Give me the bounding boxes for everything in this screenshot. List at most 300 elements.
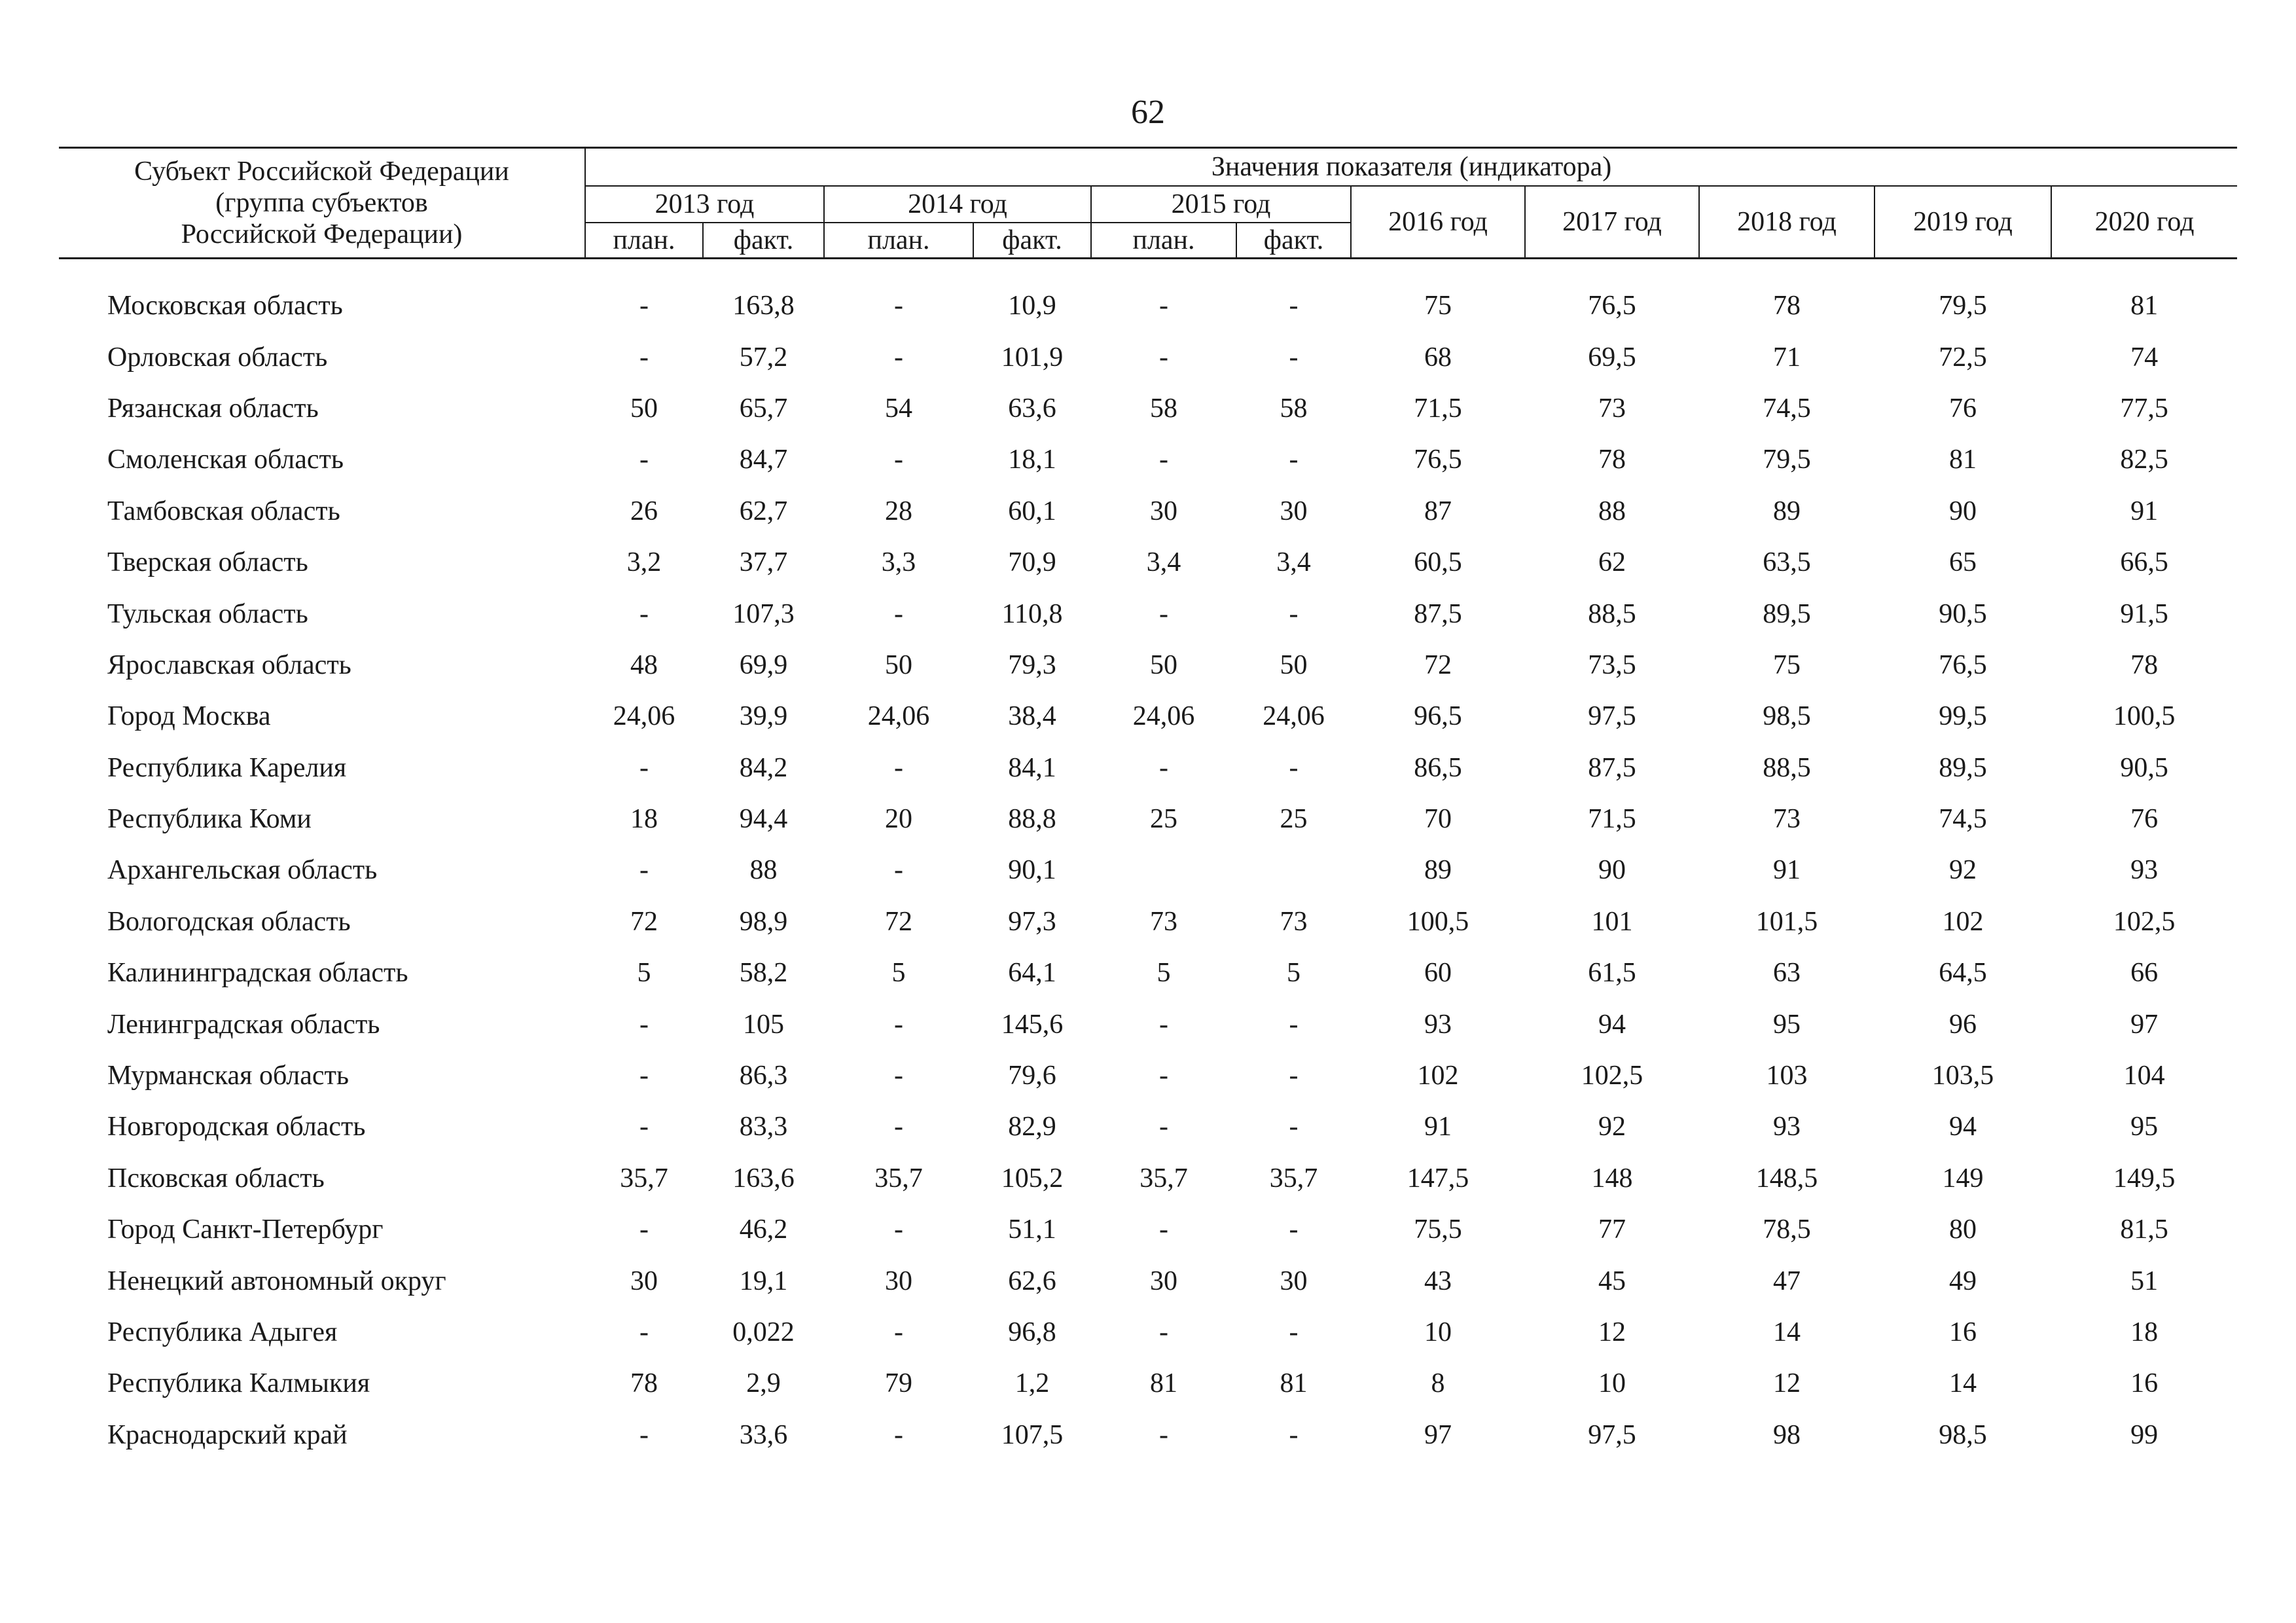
fact-2013-cell: 65,7 [739,393,788,424]
plan-2014-header: план. [824,223,973,259]
value-2016-cell: 87,5 [1414,598,1462,629]
value-2016-cell: 97 [1424,1419,1452,1450]
plan-2014-cell: - [894,1214,903,1245]
table-row [59,1410,2237,1461]
plan-2014-cell: - [894,855,903,886]
value-2016-cell: 89 [1424,855,1452,886]
value-2017-cell: 94 [1598,1009,1626,1040]
value-2018-cell: 71 [1773,342,1801,373]
fact-2014-cell: 64,1 [1008,958,1056,989]
value-2019-cell: 74,5 [1939,804,1987,835]
plan-2013-cell: 5 [637,958,651,989]
value-2019-cell: 72,5 [1939,342,1987,373]
plan-2015-cell: 30 [1150,1266,1177,1296]
fact-2015-cell: 25 [1280,804,1308,835]
value-2020-cell: 16 [2130,1368,2159,1399]
value-2018-cell: 47 [1773,1266,1801,1296]
value-2017-cell: 97,5 [1588,701,1636,732]
value-2016-cell: 102 [1417,1061,1459,1091]
table-row [59,742,2237,793]
plan-2014-cell: 72 [885,906,912,937]
plan-2015-cell: 73 [1150,906,1177,937]
fact-2015-cell: 50 [1280,649,1308,680]
fact-2014-cell: 79,3 [1008,649,1056,680]
subject-name-cell: Новгородская область [107,1112,366,1142]
subject-name-cell: Калининградская область [107,958,408,989]
plan-2015-cell: 58 [1150,393,1177,424]
fact-2015-cell: 30 [1280,1266,1308,1296]
subject-name-cell: Республика Адыгея [107,1317,338,1347]
value-2019-cell: 79,5 [1939,291,1987,321]
value-2017-cell: 88,5 [1588,598,1636,629]
value-2017-cell: 88 [1598,496,1626,526]
value-2020-cell: 93 [2130,855,2159,886]
table-header [59,148,2237,259]
plan-2015-cell: - [1159,1112,1168,1142]
plan-2013-cell: 72 [630,906,658,937]
fact-2014-cell: 107,5 [1001,1419,1064,1450]
fact-2014-cell: 105,2 [1001,1163,1064,1194]
value-2017-cell: 102,5 [1581,1061,1643,1091]
value-2020-cell: 91,5 [2120,598,2168,629]
value-2017-cell: 78 [1598,445,1626,475]
fact-2014-cell: 145,6 [1001,1009,1064,1040]
fact-2014-cell: 88,8 [1008,804,1056,835]
value-2017-cell: 45 [1598,1266,1626,1296]
year-2016-header: 2016 год [1351,186,1525,259]
fact-2015-cell: - [1289,342,1299,373]
fact-2013-cell: 69,9 [739,649,788,680]
subject-name-cell: Республика Коми [107,804,312,835]
fact-2015-cell: 81 [1280,1368,1308,1399]
value-2018-cell: 12 [1773,1368,1801,1399]
subject-header-line-2: (группа субъектов [215,188,428,218]
value-2016-cell: 70 [1424,804,1452,835]
value-2019-cell: 90 [1949,496,1977,526]
plan-2014-cell: - [894,1317,903,1347]
fact-2013-cell: 58,2 [739,958,788,989]
year-2013-header: 2013 год [585,186,824,223]
fact-2013-cell: 105 [743,1009,784,1040]
value-2016-cell: 10 [1424,1317,1452,1347]
value-2018-cell: 63,5 [1763,547,1811,578]
value-2017-cell: 10 [1598,1368,1626,1399]
plan-2014-cell: 28 [885,496,912,526]
value-2016-cell: 86,5 [1414,752,1462,783]
value-2016-cell: 100,5 [1407,906,1469,937]
plan-2013-cell: 24,06 [613,701,675,732]
plan-2014-cell: - [894,598,903,629]
fact-2015-cell: 35,7 [1269,1163,1318,1194]
value-2017-cell: 12 [1598,1317,1626,1347]
plan-2014-cell: 35,7 [874,1163,923,1194]
value-2018-cell: 89,5 [1763,598,1811,629]
plan-2014-cell: - [894,1419,903,1450]
table-row [59,640,2237,691]
plan-2013-cell: 50 [630,393,658,424]
value-2019-cell: 49 [1949,1266,1977,1296]
plan-2015-cell: - [1159,598,1168,629]
value-2016-cell: 147,5 [1407,1163,1469,1194]
plan-2014-cell: 5 [891,958,906,989]
plan-2015-cell: 50 [1150,649,1177,680]
fact-2013-cell: 163,6 [732,1163,795,1194]
value-2020-cell: 99 [2130,1419,2159,1450]
value-2018-cell: 95 [1773,1009,1801,1040]
plan-2013-cell: 26 [630,496,658,526]
year-2014-header: 2014 год [824,186,1091,223]
fact-2013-cell: 94,4 [739,804,788,835]
plan-2013-cell: 3,2 [626,547,662,578]
value-2020-cell: 82,5 [2120,445,2168,475]
value-2017-cell: 69,5 [1588,342,1636,373]
plan-2013-cell: - [639,1317,649,1347]
plan-2014-cell: 3,3 [881,547,916,578]
value-2019-cell: 80 [1949,1214,1977,1245]
table-row [59,1204,2237,1255]
value-2016-cell: 72 [1424,649,1452,680]
fact-2013-cell: 98,9 [739,906,788,937]
table-row [59,1307,2237,1358]
plan-2014-cell: 20 [885,804,912,835]
table-row [59,1358,2237,1409]
fact-2013-cell: 107,3 [732,598,795,629]
table-row [59,998,2237,1049]
plan-2013-cell: - [639,1419,649,1450]
plan-2015-cell: 3,4 [1146,547,1181,578]
value-2018-cell: 79,5 [1763,445,1811,475]
fact-2013-cell: 84,7 [739,445,788,475]
value-2018-cell: 148,5 [1755,1163,1818,1194]
value-2020-cell: 91 [2130,496,2159,526]
value-2016-cell: 68 [1424,342,1452,373]
plan-2013-cell: 30 [630,1266,658,1296]
plan-2014-cell: 54 [885,393,912,424]
value-2017-cell: 87,5 [1588,752,1636,783]
fact-2015-cell: - [1289,1009,1299,1040]
plan-2013-cell: - [639,1009,649,1040]
table-row [59,1255,2237,1306]
value-2019-cell: 102 [1942,906,1984,937]
fact-2014-cell: 60,1 [1008,496,1056,526]
fact-2015-cell: - [1289,1317,1299,1347]
table-row [59,947,2237,998]
fact-2015-cell: 30 [1280,496,1308,526]
values-header: Значения показателя (индикатора) [585,148,2237,187]
value-2020-cell: 100,5 [2113,701,2176,732]
value-2019-cell: 90,5 [1939,598,1987,629]
subject-header-line-1: Субъект Российской Федерации [134,156,509,187]
value-2019-cell: 16 [1949,1317,1977,1347]
value-2018-cell: 93 [1773,1112,1801,1142]
subject-name-cell: Ненецкий автономный округ [107,1266,446,1296]
value-2018-cell: 98 [1773,1419,1801,1450]
plan-2015-cell: - [1159,1317,1168,1347]
value-2017-cell: 77 [1598,1214,1626,1245]
value-2018-cell: 88,5 [1763,752,1811,783]
value-2017-cell: 71,5 [1588,804,1636,835]
fact-2015-cell: 5 [1287,958,1300,989]
value-2020-cell: 18 [2130,1317,2159,1347]
plan-2015-cell: - [1159,1214,1168,1245]
subject-name-cell: Вологодская область [107,906,351,937]
value-2020-cell: 97 [2130,1009,2159,1040]
fact-2014-cell: 62,6 [1008,1266,1056,1296]
table-row [59,537,2237,588]
value-2018-cell: 73 [1773,804,1801,835]
plan-2013-cell: - [639,1061,649,1091]
value-2019-cell: 96 [1949,1009,1977,1040]
fact-2013-cell: 88 [749,855,778,886]
table-row [59,434,2237,485]
value-2016-cell: 75,5 [1414,1214,1462,1245]
plan-2013-cell: - [639,342,649,373]
plan-2015-cell: 25 [1150,804,1177,835]
table-row [59,1153,2237,1204]
page-number: 62 [1131,94,1165,131]
subject-name-cell: Смоленская область [107,445,344,475]
subject-name-cell: Город Санкт-Петербург [107,1214,384,1245]
value-2017-cell: 148 [1591,1163,1633,1194]
value-2018-cell: 74,5 [1763,393,1811,424]
value-2016-cell: 43 [1424,1266,1452,1296]
value-2018-cell: 75 [1773,649,1801,680]
fact-2013-cell: 2,9 [746,1368,781,1399]
fact-2015-cell: - [1289,1214,1299,1245]
value-2016-cell: 60,5 [1414,547,1462,578]
fact-2014-cell: 96,8 [1008,1317,1056,1347]
value-2018-cell: 78,5 [1763,1214,1811,1245]
subject-name-cell: Город Москва [107,701,271,732]
fact-2013-cell: 83,3 [739,1112,788,1142]
value-2016-cell: 96,5 [1414,701,1462,732]
fact-2015-cell: - [1289,291,1299,321]
table-row [59,1050,2237,1101]
value-2020-cell: 77,5 [2120,393,2168,424]
fact-2015-cell: 3,4 [1276,547,1311,578]
value-2017-cell: 92 [1598,1112,1626,1142]
subject-name-cell: Рязанская область [107,393,319,424]
fact-2014-cell: 1,2 [1014,1368,1050,1399]
subject-header-line-3: Российской Федерации) [181,219,463,249]
fact-2014-cell: 51,1 [1008,1214,1056,1245]
fact-2013-header: факт. [703,223,824,259]
fact-2015-cell: - [1289,1112,1299,1142]
value-2018-cell: 91 [1773,855,1801,886]
value-2016-cell: 60 [1424,958,1452,989]
fact-2015-cell: - [1289,445,1299,475]
value-2019-cell: 103,5 [1931,1061,1994,1091]
year-2017-header: 2017 год [1525,186,1699,259]
fact-2014-cell: 90,1 [1008,855,1056,886]
fact-2013-cell: 84,2 [739,752,788,783]
fact-2015-cell: 58 [1280,393,1308,424]
fact-2013-cell: 62,7 [739,496,788,526]
value-2017-cell: 76,5 [1588,291,1636,321]
fact-2014-cell: 84,1 [1008,752,1056,783]
subject-name-cell: Республика Калмыкия [107,1368,370,1399]
value-2020-cell: 78 [2130,649,2159,680]
fact-2015-cell: - [1289,752,1299,783]
value-2020-cell: 76 [2130,804,2159,835]
year-2018-header: 2018 год [1699,186,1874,259]
table-row [59,896,2237,947]
value-2018-cell: 63 [1773,958,1801,989]
value-2016-cell: 76,5 [1414,445,1462,475]
value-2020-cell: 66,5 [2120,547,2168,578]
year-2020-header: 2020 год [2051,186,2237,259]
plan-2015-cell: 5 [1157,958,1171,989]
value-2016-cell: 91 [1424,1112,1452,1142]
fact-2014-cell: 82,9 [1008,1112,1056,1142]
fact-2014-cell: 110,8 [1001,598,1063,629]
fact-2014-cell: 10,9 [1008,291,1056,321]
plan-2013-cell: - [639,291,649,321]
table-body [59,259,2237,1461]
value-2018-cell: 101,5 [1755,906,1818,937]
plan-2014-cell: - [894,1061,903,1091]
value-2017-cell: 62 [1598,547,1626,578]
plan-2015-header: план. [1091,223,1236,259]
value-2019-cell: 149 [1942,1163,1984,1194]
value-2019-cell: 65 [1949,547,1977,578]
indicator-table [59,147,2237,1461]
plan-2015-cell: - [1159,445,1168,475]
value-2019-cell: 99,5 [1939,701,1987,732]
value-2019-cell: 76 [1949,393,1977,424]
plan-2015-cell: 24,06 [1132,701,1195,732]
plan-2013-header: план. [585,223,703,259]
value-2020-cell: 81 [2130,291,2159,321]
fact-2013-cell: 163,8 [732,291,795,321]
value-2020-cell: 90,5 [2120,752,2168,783]
value-2019-cell: 89,5 [1939,752,1987,783]
plan-2013-cell: - [639,598,649,629]
fact-2013-cell: 39,9 [739,701,788,732]
subject-name-cell: Псковская область [107,1163,325,1194]
plan-2015-cell: - [1159,1009,1168,1040]
plan-2015-cell: - [1159,1061,1168,1091]
plan-2014-cell: 50 [885,649,912,680]
subject-name-cell: Московская область [107,291,343,321]
value-2018-cell: 78 [1773,291,1801,321]
subject-column-header [59,148,585,259]
value-2016-cell: 93 [1424,1009,1452,1040]
value-2020-cell: 104 [2123,1061,2165,1091]
year-2019-header: 2019 год [1874,186,2051,259]
table-row [59,486,2237,537]
table-row [59,588,2237,639]
value-2017-cell: 97,5 [1588,1419,1636,1450]
fact-2013-cell: 86,3 [739,1061,788,1091]
plan-2013-cell: 35,7 [620,1163,668,1194]
subject-name-cell: Ленинградская область [107,1009,380,1040]
header-spacer [59,259,2237,281]
fact-2014-cell: 79,6 [1008,1061,1056,1091]
value-2016-cell: 8 [1431,1368,1445,1399]
value-2017-cell: 61,5 [1588,958,1636,989]
subject-name-cell: Архангельская область [107,855,378,886]
fact-2014-cell: 18,1 [1008,445,1056,475]
plan-2015-cell [1091,845,1236,896]
value-2020-cell: 102,5 [2113,906,2176,937]
subject-name-cell: Тамбовская область [107,496,340,526]
value-2017-cell: 73 [1598,393,1626,424]
value-2018-cell: 89 [1773,496,1801,526]
value-2019-cell: 98,5 [1939,1419,1987,1450]
table-row [59,845,2237,896]
plan-2014-cell: 24,06 [867,701,930,732]
fact-2014-header: факт. [973,223,1091,259]
subject-name-cell: Тверская область [107,547,308,578]
value-2016-cell: 87 [1424,496,1452,526]
value-2019-cell: 14 [1949,1368,1977,1399]
plan-2014-cell: - [894,291,903,321]
fact-2015-cell: - [1289,598,1299,629]
table-row [59,1101,2237,1152]
plan-2015-cell: - [1159,291,1168,321]
value-2020-cell: 149,5 [2113,1163,2176,1194]
value-2017-cell: 101 [1591,906,1633,937]
plan-2015-cell: - [1159,752,1168,783]
value-2019-cell: 81 [1949,445,1977,475]
fact-2013-cell: 19,1 [739,1266,788,1296]
fact-2014-cell: 101,9 [1001,342,1064,373]
plan-2013-cell: - [639,1214,649,1245]
plan-2013-cell: 78 [630,1368,658,1399]
table-row [59,280,2237,331]
fact-2015-cell: - [1289,1419,1299,1450]
fact-2014-cell: 63,6 [1008,393,1056,424]
subject-name-cell: Ярославская область [107,649,351,680]
plan-2013-cell: - [639,445,649,475]
subject-name-cell: Краснодарский край [107,1419,348,1450]
year-2015-header: 2015 год [1091,186,1351,223]
value-2020-cell: 66 [2130,958,2159,989]
fact-2015-cell: 24,06 [1263,701,1325,732]
fact-2013-cell: 37,7 [739,547,788,578]
fact-2013-cell: 0,022 [732,1317,795,1347]
table-row [59,793,2237,845]
plan-2015-cell: - [1159,342,1168,373]
value-2020-cell: 51 [2130,1266,2159,1296]
plan-2013-cell: - [639,855,649,886]
value-2020-cell: 95 [2130,1112,2159,1142]
fact-2013-cell: 46,2 [739,1214,788,1245]
fact-2013-cell: 33,6 [739,1419,788,1450]
value-2020-cell: 81,5 [2120,1214,2168,1245]
subject-name-cell: Республика Карелия [107,752,347,783]
plan-2014-cell: 79 [885,1368,912,1399]
plan-2013-cell: - [639,752,649,783]
plan-2015-cell: 35,7 [1139,1163,1188,1194]
fact-2015-header: факт. [1236,223,1351,259]
subject-name-cell: Орловская область [107,342,328,373]
value-2016-cell: 71,5 [1414,393,1462,424]
value-2019-cell: 94 [1949,1112,1977,1142]
value-2017-cell: 73,5 [1588,649,1636,680]
plan-2013-cell: 48 [630,649,658,680]
plan-2013-cell: - [639,1112,649,1142]
value-2017-cell: 90 [1598,855,1626,886]
plan-2014-cell: - [894,445,903,475]
plan-2014-cell: - [894,1112,903,1142]
plan-2015-cell: - [1159,1419,1168,1450]
plan-2015-cell: 81 [1150,1368,1177,1399]
fact-2015-cell [1236,845,1351,896]
subject-name-cell: Мурманская область [107,1061,350,1091]
table-row [59,691,2237,742]
